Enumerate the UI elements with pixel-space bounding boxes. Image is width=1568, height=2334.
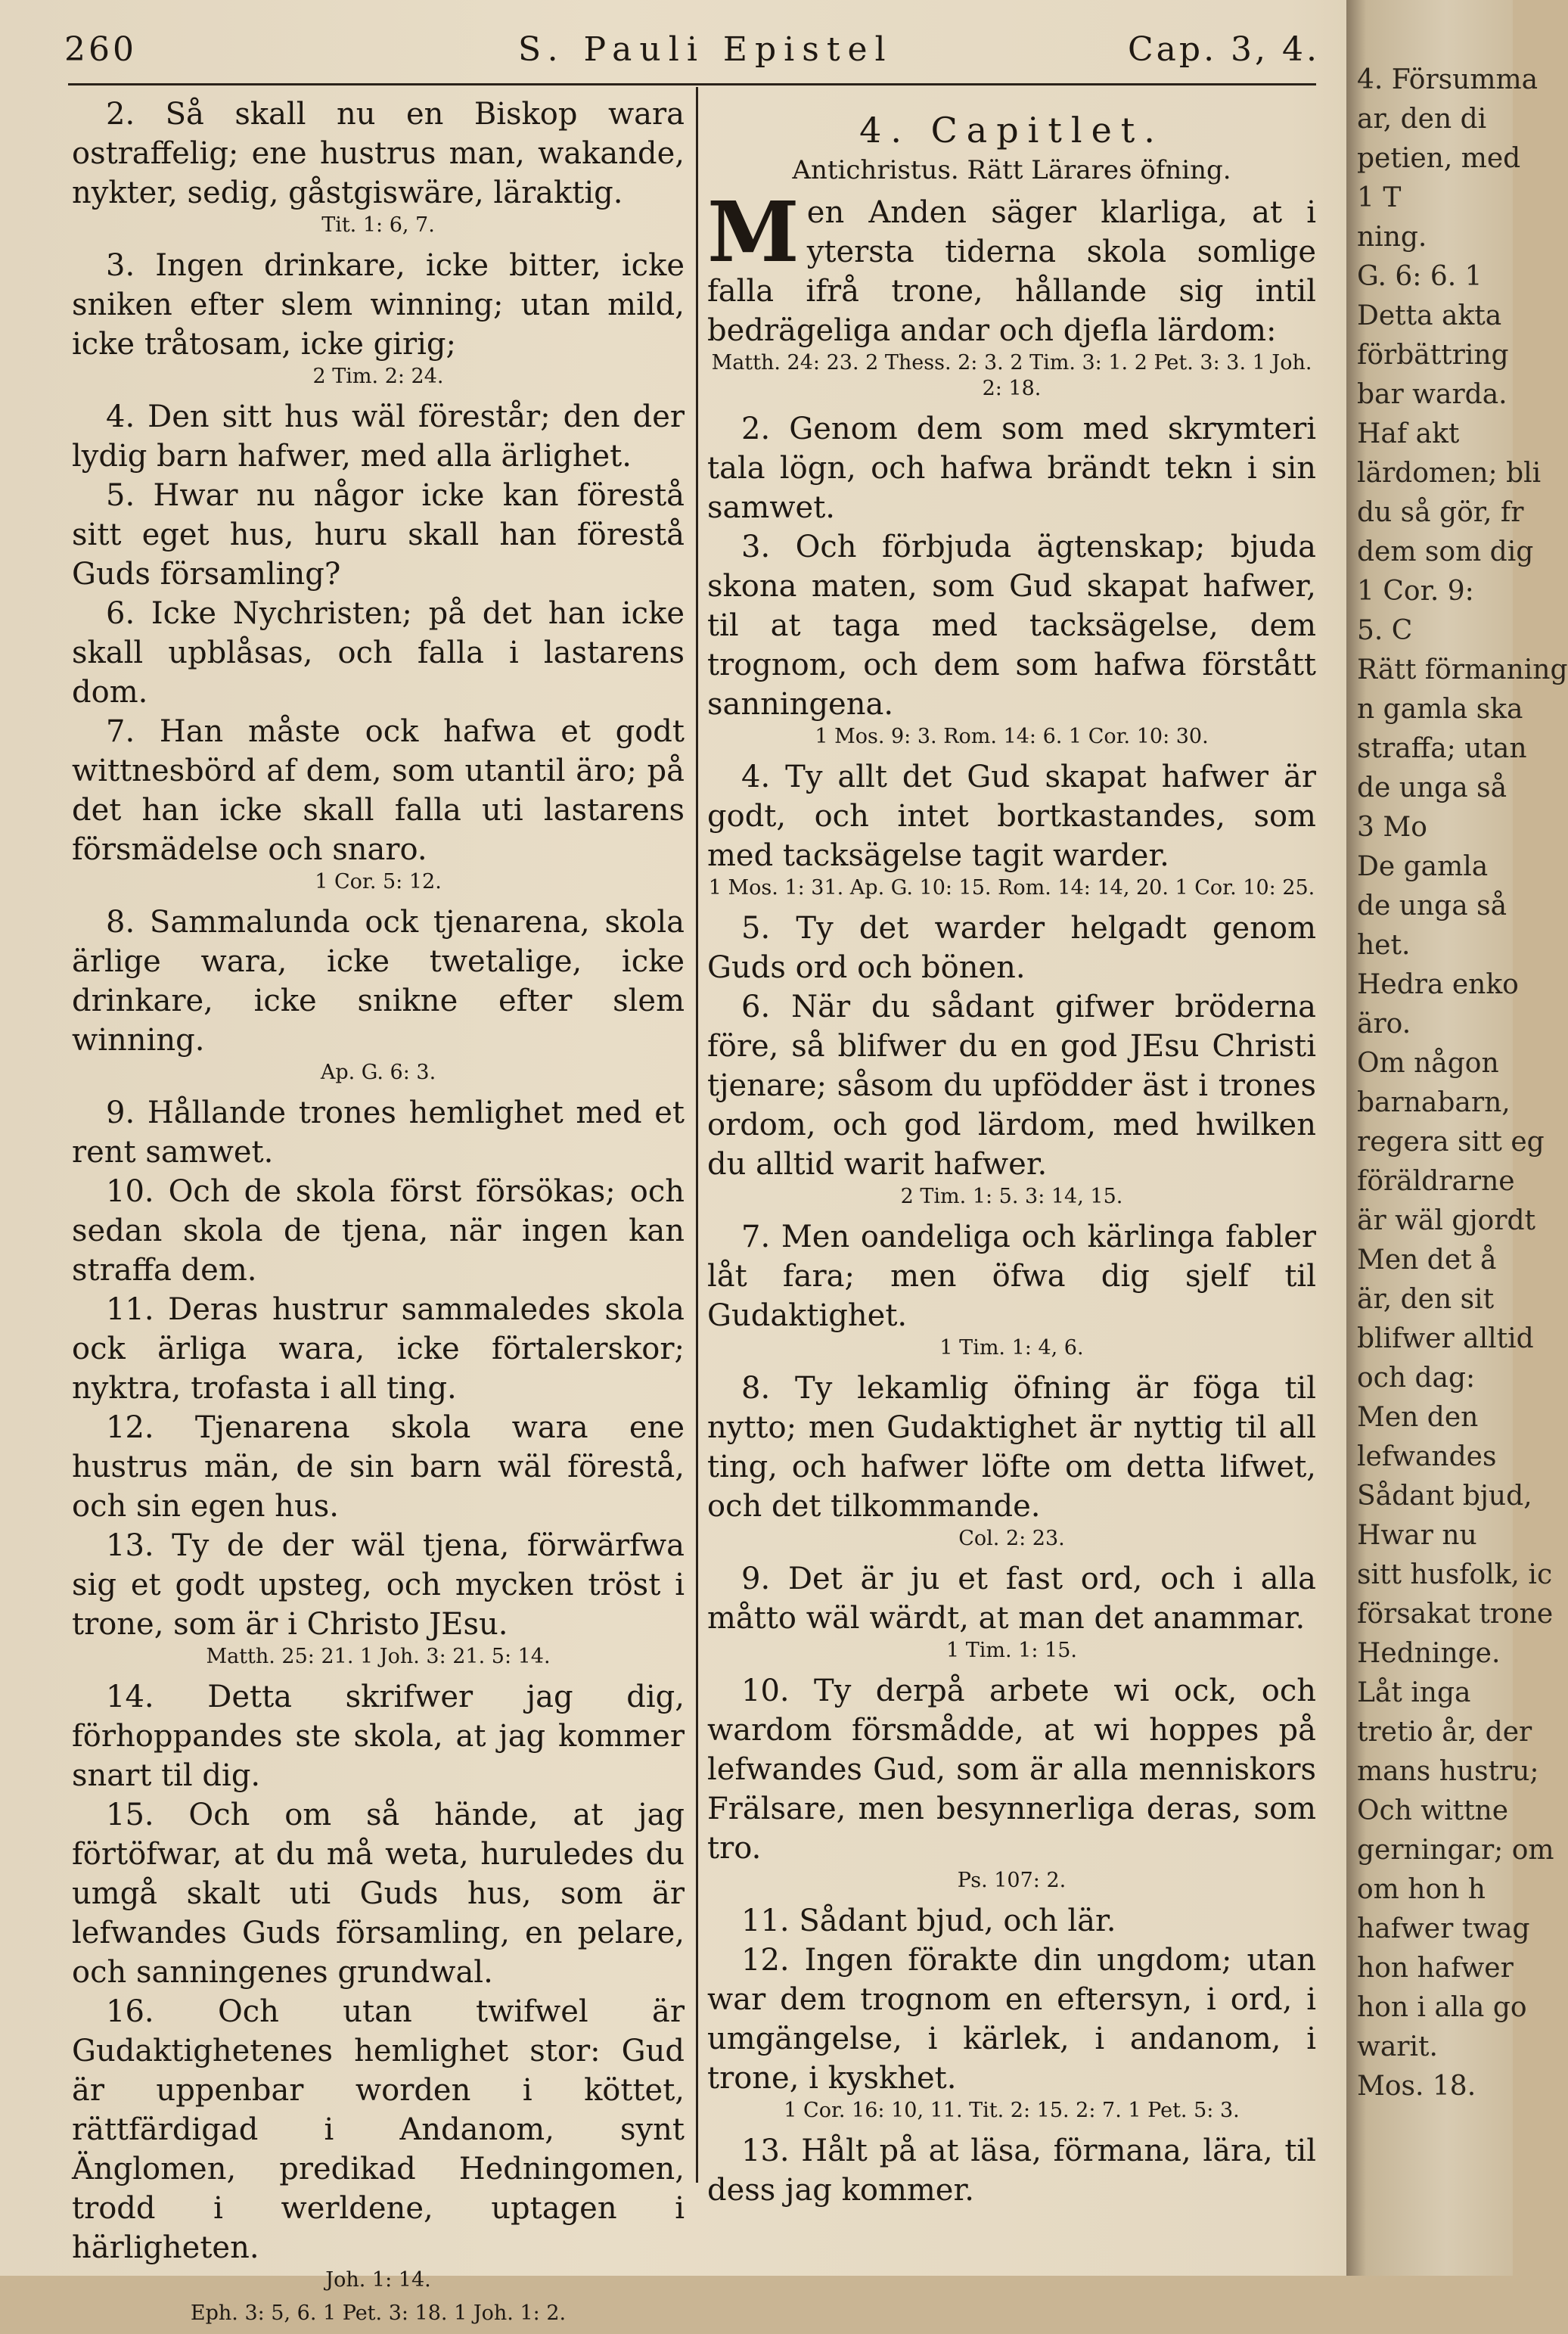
column-divider — [696, 87, 698, 2183]
adjacent-page-line: 5. C — [1357, 615, 1413, 646]
chapter-reference: Cap. 3, 4. — [1128, 30, 1320, 69]
chapter-summary: Antichristus. Rätt Lärares öfning. — [792, 155, 1231, 185]
right-verse: 6. När du sådant gifwer bröderna före, så blifwer du en god JEsu Christi tjenare; såsom du upfödder äst i trones ordom, och god lärdom, med hwilken du alltid warit hafwer. — [707, 990, 1316, 1182]
adjacent-page-line: 1 Cor. 9: — [1357, 576, 1474, 607]
right-cross-reference: 1 Cor. 16: 10, 11. Tit. 2: 15. 2: 7. 1 Pet. 5: 3. — [784, 2099, 1240, 2122]
left-verse: 6. Icke Nychristen; på det han icke skall upblåsas, och falla i lastarens dom. — [72, 596, 685, 710]
first-verse — [707, 183, 1316, 350]
adjacent-page-line: du så gör, fr — [1357, 497, 1524, 528]
adjacent-page-line: regera sitt eg — [1357, 1127, 1545, 1158]
left-verse: 3. Ingen drinkare, icke bitter, icke sniken efter slem winning; utan mild, icke tråtosam, icke girig; — [72, 248, 685, 362]
adjacent-page-line: n gamla ska — [1357, 694, 1523, 725]
first-verse-reference: Matth. 24: 23. 2 Thess. 2: 3. 2 Tim. 3: 1. 2 Pet. 3: 3. 1 Joh. 2: 18. — [711, 351, 1312, 400]
adjacent-page-line: Hwar nu — [1357, 1520, 1477, 1551]
adjacent-page-line: Men det å — [1357, 1245, 1497, 1276]
right-column — [707, 95, 1316, 2210]
right-cross-reference: 1 Tim. 1: 15. — [946, 1639, 1077, 1662]
adjacent-page-line: hafwer twag — [1357, 1913, 1530, 1944]
adjacent-page-line: äro. — [1357, 1008, 1411, 1040]
left-verse: 13. Ty de der wäl tjena, förwärfwa sig et godt upsteg, och mycken tröst i trone, som är i Christo JEsu. — [72, 1528, 685, 1642]
header-rule — [68, 83, 1316, 85]
left-verse: 11. Deras hustrur sammaledes skola ock ärliga wara, icke förtalerskor; nyktra, trofasta i all ting. — [72, 1292, 685, 1406]
adjacent-page-line: om hon h — [1357, 1874, 1486, 1905]
adjacent-page-line: är wäl gjordt — [1357, 1205, 1535, 1236]
adjacent-page-line: De gamla — [1357, 851, 1489, 882]
chapter-heading: 4. Capitlet. — [859, 110, 1164, 151]
right-cross-reference: 1 Mos. 9: 3. Rom. 14: 6. 1 Cor. 10: 30. — [815, 725, 1209, 748]
right-cross-reference: 2 Tim. 1: 5. 3: 14, 15. — [900, 1185, 1123, 1208]
left-verse: 15. Och om så hände, at jag förtöfwar, at du må weta, huruledes du umgå skalt uti Guds hus, som är lefwandes Guds församling, en pelare, och sanningenes grundwal. — [72, 1798, 685, 1990]
left-verse: 9. Hållande trones hemlighet med et rent samwet. — [72, 1096, 685, 1170]
adjacent-page-line: förbättring — [1357, 340, 1509, 371]
adjacent-page-line: G. 6: 6. 1 — [1357, 261, 1483, 292]
left-cross-reference: Tit. 1: 6, 7. — [321, 213, 435, 237]
adjacent-page-line: de unga så — [1357, 772, 1507, 803]
right-cross-reference: Ps. 107: 2. — [957, 1869, 1067, 1892]
adjacent-page-line: Detta akta — [1357, 300, 1502, 331]
adjacent-page-line: Hedninge. — [1357, 1638, 1501, 1669]
first-verse-text: en Anden säger klarliga, at i ytersta tiderna skola somlige falla ifrå trone, hållande sig intil bedrägeliga andar och djefla lärdom: — [707, 195, 1316, 348]
right-verse: 7. Men oandeliga och kärlinga fabler låt fara; men öfwa dig sjelf til Gudaktighet. — [707, 1220, 1316, 1333]
adjacent-page-line: lefwandes — [1357, 1441, 1497, 1472]
running-title: S. Pauli Epistel — [518, 30, 893, 69]
right-cross-reference: 1 Mos. 1: 31. Ap. G. 10: 15. Rom. 14: 14, 20. 1 Cor. 10: 25. — [708, 876, 1315, 900]
adjacent-page-line: föräldrarne — [1357, 1166, 1515, 1197]
right-cross-reference: Col. 2: 23. — [958, 1527, 1065, 1550]
adjacent-page-line: och dag: — [1357, 1363, 1476, 1394]
adjacent-page-line: het. — [1357, 930, 1411, 961]
adjacent-page-line: Rätt förmaning — [1357, 654, 1568, 685]
left-verse: 8. Sammalunda ock tjenarena, skola ärlige wara, icke twetalige, icke drinkare, icke snikne efter slem winning. — [72, 905, 685, 1058]
adjacent-page-line: barnabarn, — [1357, 1087, 1511, 1118]
left-cross-reference: 1 Cor. 5: 12. — [315, 870, 442, 894]
adjacent-page-line: hon i alla go — [1357, 1992, 1527, 2023]
left-cross-reference: Matth. 25: 21. 1 Joh. 3: 21. 5: 14. — [206, 1645, 551, 1668]
right-verse: 10. Ty derpå arbete wi ock, och wardom försmådde, at wi hoppes på lefwandes Gud, som är alla menniskors Frälsare, men besynnerliga deras, som tro. — [707, 1674, 1316, 1866]
right-cross-reference: 1 Tim. 1: 4, 6. — [939, 1336, 1084, 1360]
left-footer-reference: Eph. 3: 5, 6. 1 Pet. 3: 18. 1 Joh. 1: 2. — [190, 2301, 567, 2325]
right-verse: 2. Genom dem som med skrymteri tala lögn, och hafwa brändt tekn i sin samwet. — [707, 412, 1316, 525]
right-verse: 13. Hålt på at läsa, förmana, lära, til dess jag kommer. — [707, 2134, 1316, 2208]
adjacent-page-line: de unga så — [1357, 890, 1507, 921]
left-verse: 2. Så skall nu en Biskop wara ostraffelig; ene hustrus man, wakande, nykter, sedig, gåstgiswäre, läraktig. — [72, 97, 685, 210]
adjacent-page-line: 3 Mo — [1357, 812, 1427, 843]
left-cross-reference: 2 Tim. 2: 24. — [312, 365, 444, 388]
adjacent-page-line: Hedra enko — [1357, 969, 1519, 1000]
adjacent-page-line: Mos. 18. — [1357, 2071, 1476, 2102]
adjacent-page-line: Och wittne — [1357, 1795, 1509, 1826]
drop-cap: M — [707, 183, 800, 281]
left-column — [72, 95, 685, 2334]
adjacent-page-line: hon hafwer — [1357, 1953, 1514, 1984]
adjacent-page-line: dem som dig — [1357, 536, 1534, 567]
right-verse: 8. Ty lekamlig öfning är föga til nytto; men Gudaktighet är nyttig til all ting, och hafwer löfte om detta lifwet, och det tilkommande. — [707, 1371, 1316, 1524]
adjacent-page-line: 1 T — [1357, 182, 1402, 213]
adjacent-page-line: ar, den di — [1357, 104, 1487, 135]
left-verse: 7. Han måste ock hafwa et godt wittnesbörd af dem, som utantil äro; på det han icke skall falla uti lastarens försmädelse och snaro. — [72, 714, 685, 867]
left-verse: 4. Den sitt hus wäl förestår; den der lydig barn hafwer, med alla ärlighet. — [72, 399, 685, 474]
adjacent-page-line: straffa; utan — [1357, 733, 1527, 764]
right-verse: 9. Det är ju et fast ord, och i alla måtto wäl wärdt, at man det anammar. — [707, 1562, 1316, 1636]
adjacent-page-line: försakat trone — [1357, 1599, 1554, 1630]
right-verse: 12. Ingen förakte din ungdom; utan war dem trognom en eftersyn, i ord, i umgängelse, i kärlek, i andanom, i trone, i kyskhet. — [707, 1943, 1316, 2096]
right-verse: 4. Ty allt det Gud skapat hafwer är godt, och intet bortkastandes, som med tacksägelse tagit warder. — [707, 760, 1316, 873]
adjacent-page-line: lärdomen; bli — [1357, 458, 1542, 489]
adjacent-page-line: Om någon — [1357, 1048, 1499, 1079]
adjacent-page-line: tretio år, der — [1357, 1717, 1532, 1748]
left-verse: 14. Detta skrifwer jag dig, förhoppandes ste skola, at jag kommer snart til dig. — [72, 1680, 685, 1793]
right-verse: 5. Ty det warder helgadt genom Guds ord och bönen. — [707, 911, 1316, 985]
page-header — [64, 30, 1320, 83]
right-verse: 11. Sådant bjud, och lär. — [741, 1904, 1116, 1938]
adjacent-page-edge — [1346, 0, 1568, 2276]
left-cross-reference: Ap. G. 6: 3. — [320, 1061, 436, 1084]
left-verse: 10. Och de skola först försökas; och sedan skola de tjena, när ingen kan straffa dem. — [72, 1174, 685, 1288]
left-verse: 12. Tjenarena skola wara ene hustrus män, de sin barn wäl förestå, och sin egen hus. — [72, 1410, 685, 1524]
adjacent-page-line: Låt inga — [1357, 1677, 1471, 1708]
adjacent-page-line: bar warda. — [1357, 379, 1507, 410]
adjacent-page-line: Men den — [1357, 1402, 1479, 1433]
adjacent-page-line: ning. — [1357, 222, 1427, 253]
left-verse-list — [72, 95, 685, 2293]
adjacent-page-line: är, den sit — [1357, 1284, 1495, 1315]
adjacent-page-line: blifwer alltid — [1357, 1323, 1534, 1354]
right-verse-list — [707, 409, 1316, 2210]
left-cross-reference: Joh. 1: 14. — [325, 2268, 431, 2292]
adjacent-page-line: petien, med — [1357, 143, 1521, 174]
adjacent-page-text — [1357, 61, 1568, 2106]
adjacent-page-line: gerningar; om — [1357, 1835, 1554, 1866]
adjacent-page-line: 4. Försumma — [1357, 64, 1539, 95]
page-number: 260 — [64, 30, 137, 69]
left-verse: 16. Och utan twifwel är Gudaktighetenes hemlighet stor: Gud är uppenbar worden i köttet, rättfärdigad i Andanom, synt Änglomen, predikad Hedningomen, trodd i werldene, uptagen i härligheten. — [72, 1994, 685, 2265]
adjacent-page-line: mans hustru; — [1357, 1756, 1539, 1787]
adjacent-page-line: sitt husfolk, ic — [1357, 1559, 1553, 1590]
adjacent-page-line: Sådant bjud, — [1357, 1481, 1532, 1512]
right-verse: 3. Och förbjuda ägtenskap; bjuda skona maten, som Gud skapat hafwer, til at taga med tacksägelse, dem trognom, och dem som hafwa förstått sanningena. — [707, 530, 1316, 722]
left-verse: 5. Hwar nu någor icke kan förestå sitt eget hus, huru skall han förestå Guds församling? — [72, 478, 685, 592]
adjacent-page-line: warit. — [1357, 2031, 1438, 2062]
adjacent-page-line: Haf akt — [1357, 418, 1460, 449]
